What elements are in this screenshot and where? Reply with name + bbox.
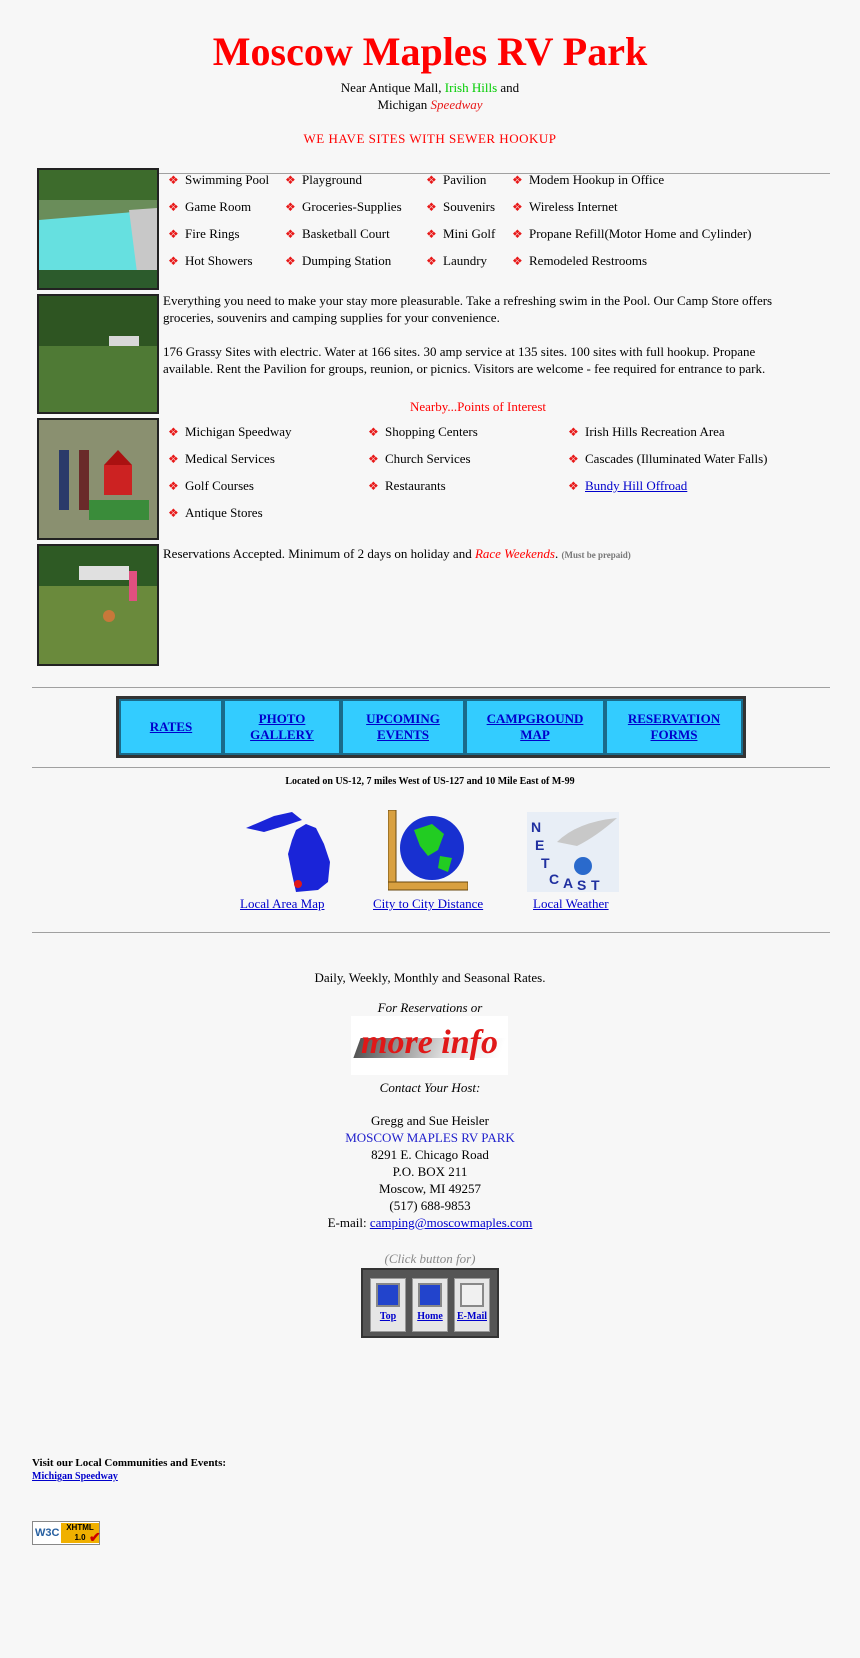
nearby-label: Restaurants (385, 478, 446, 493)
netcast-letter-n: N (531, 819, 542, 835)
tagline-and: and (497, 80, 520, 95)
visit-text: Visit our Local Communities and Events: (32, 1457, 227, 1469)
tagline-line-1 (0, 80, 860, 96)
netcast-letter-t: T (541, 855, 550, 871)
amenity-item (168, 226, 240, 242)
nav-label: GALLERY (250, 727, 314, 742)
nearby-item (168, 451, 275, 467)
bullet-icon: ❖ (568, 478, 579, 493)
bundy-hill-link[interactable]: Bundy Hill Offroad (585, 478, 688, 493)
globe-ruler-icon[interactable] (388, 810, 468, 892)
amenity-item (285, 199, 402, 215)
nearby-item (368, 424, 478, 440)
nearby-item (568, 451, 767, 467)
amenity-label: Propane Refill(Motor Home and Cylinder) (529, 226, 752, 241)
bullet-icon: ❖ (512, 199, 523, 214)
po-box: P.O. BOX 211 (392, 1164, 468, 1179)
reservation-notice (163, 545, 631, 564)
divider (32, 932, 830, 933)
city-distance-link[interactable]: City to City Distance (373, 896, 484, 911)
bullet-icon: ❖ (168, 451, 179, 466)
bullet-icon: ❖ (168, 172, 179, 187)
top-icon (376, 1283, 400, 1307)
email-label: E-mail: (327, 1215, 370, 1230)
nearby-label: Golf Courses (185, 478, 254, 493)
bullet-icon: ❖ (285, 199, 296, 214)
page-title: Moscow Maples RV Park (212, 29, 648, 74)
bullet-icon: ❖ (168, 478, 179, 493)
for-reservations-text: For Reservations or (377, 1000, 483, 1015)
rates-text: Daily, Weekly, Monthly and Seasonal Rates. (314, 970, 546, 985)
nearby-item (568, 478, 687, 494)
upcoming-events-link[interactable] (366, 711, 440, 743)
nearby-heading: Nearby...Points of Interest (410, 399, 546, 414)
home-link[interactable]: Home (417, 1311, 443, 1322)
amenity-item (512, 199, 618, 215)
amenity-item (426, 253, 487, 269)
xhtml-version: 1.0 (74, 1533, 86, 1542)
amenity-label: Modem Hookup in Office (529, 172, 665, 187)
nav-reservation-forms[interactable] (605, 699, 743, 755)
michigan-map-icon[interactable] (244, 810, 340, 894)
nearby-label: Irish Hills Recreation Area (585, 424, 725, 439)
bullet-icon: ❖ (285, 172, 296, 187)
nearby-item (168, 478, 254, 494)
tagline-text: Near Antique Mall, (340, 80, 445, 95)
home-button[interactable] (412, 1278, 448, 1332)
amenity-label: Laundry (443, 253, 488, 268)
amenity-label: Hot Showers (185, 253, 253, 268)
checkmark-icon: ✔ (89, 1531, 101, 1546)
bullet-icon: ❖ (368, 451, 379, 466)
netcast-letter-e: E (535, 837, 545, 853)
nav-label: RESERVATION (627, 711, 721, 726)
local-weather-link[interactable]: Local Weather (533, 896, 609, 911)
bullet-icon: ❖ (285, 253, 296, 268)
amenity-label: Wireless Internet (529, 199, 618, 214)
bullet-icon: ❖ (168, 199, 179, 214)
irish-hills-text: Irish Hills (444, 80, 498, 95)
nav-label: PHOTO (258, 711, 306, 726)
amenity-item (512, 172, 664, 188)
prepaid-note: (Must be prepaid) (561, 550, 631, 560)
host-name: Gregg and Sue Heisler (370, 1113, 490, 1128)
bullet-icon: ❖ (426, 199, 437, 214)
email-line (0, 1214, 860, 1231)
amenity-item (168, 172, 269, 188)
amenity-label: Game Room (185, 199, 252, 214)
rates-link[interactable]: RATES (149, 719, 193, 734)
nav-upcoming-events[interactable] (341, 699, 465, 755)
bullet-icon: ❖ (285, 226, 296, 241)
amenity-item (285, 253, 391, 269)
more-info-button[interactable] (351, 1016, 508, 1075)
nearby-item (368, 451, 471, 467)
bullet-icon: ❖ (512, 172, 523, 187)
michigan-text: Michigan (377, 97, 431, 112)
street-address: 8291 E. Chicago Road (371, 1147, 489, 1162)
amenity-label: Basketball Court (302, 226, 390, 241)
amenity-label: Souvenirs (443, 199, 495, 214)
city-state-zip: Moscow, MI 49257 (378, 1181, 482, 1196)
bullet-icon: ❖ (168, 253, 179, 268)
amenity-label: Mini Golf (443, 226, 496, 241)
xhtml-text: XHTML (66, 1523, 94, 1532)
nav-table (116, 696, 746, 758)
bullet-icon: ❖ (568, 424, 579, 439)
nearby-label: Michigan Speedway (185, 424, 292, 439)
tagline-line-2 (0, 97, 860, 113)
click-button-label: (Click button for) (384, 1251, 476, 1266)
bullet-icon: ❖ (368, 424, 379, 439)
amenity-label: Playground (302, 172, 362, 187)
bullet-icon: ❖ (512, 253, 523, 268)
amenity-item (426, 199, 495, 215)
nav-label: CAMPGROUND (486, 711, 584, 726)
amenity-label: Groceries-Supplies (302, 199, 402, 214)
nearby-item (168, 424, 292, 440)
phone-number: (517) 688-9853 (389, 1198, 471, 1213)
park-name: MOSCOW MAPLES RV PARK (345, 1130, 515, 1145)
bullet-icon: ❖ (168, 505, 179, 520)
contact-host-label: Contact Your Host: (379, 1080, 481, 1095)
reservation-forms-link[interactable] (628, 711, 720, 743)
amenity-label: Remodeled Restrooms (529, 253, 648, 268)
bullet-icon: ❖ (426, 226, 437, 241)
nearby-item (168, 505, 263, 521)
nearby-item (368, 478, 446, 494)
bullet-icon: ❖ (168, 226, 179, 241)
description-paragraph-1: Everything you need to make your stay more pleasurable. Take a refreshing swim in the Pool. Our Camp Store offers groceries, souvenirs and camping supplies for your convenience. (163, 293, 773, 325)
nav-label: EVENTS (376, 727, 429, 742)
photo-gallery-link[interactable] (250, 711, 314, 743)
w3c-logo: W3C (35, 1527, 60, 1539)
more-info-label: more info (361, 1024, 498, 1061)
pool-photo (37, 168, 159, 290)
race-weekends-text: Race Weekends (474, 546, 555, 561)
netcast-letter-c: C (549, 871, 560, 887)
sewer-notice: WE HAVE SITES WITH SEWER HOOKUP (303, 131, 557, 146)
amenity-item (285, 226, 390, 242)
local-area-map-link[interactable]: Local Area Map (240, 896, 325, 911)
bullet-icon: ❖ (426, 253, 437, 268)
nearby-label: Medical Services (185, 451, 275, 466)
netcast-letter-t2: T (591, 877, 600, 892)
campground-map-link[interactable] (487, 711, 584, 743)
nav-label: FORMS (650, 727, 698, 742)
bullet-icon: ❖ (568, 451, 579, 466)
nearby-label: Cascades (Illuminated Water Falls) (585, 451, 768, 466)
w3c-xhtml-badge[interactable] (32, 1521, 100, 1545)
nav-campground-map[interactable] (465, 699, 605, 755)
michigan-speedway-link[interactable]: Michigan Speedway (32, 1471, 118, 1482)
home-icon (418, 1283, 442, 1307)
bullet-icon: ❖ (512, 226, 523, 241)
reservation-text: Reservations Accepted. Minimum of 2 days on holiday and (163, 546, 475, 561)
amenity-label: Fire Rings (185, 226, 240, 241)
description-paragraph-2: 176 Grassy Sites with electric. Water at 166 sites. 30 amp service at 135 sites. 100 sites with full hookup. Propane available. Rent the Pavilion for groups, reunion, or picnics. Visitors are welcome - fee required for entrance to park. (163, 344, 766, 376)
top-link[interactable]: Top (379, 1311, 397, 1322)
nav-label: MAP (520, 727, 550, 742)
email-button[interactable] (454, 1278, 490, 1332)
campsite-photo (37, 294, 159, 414)
email-link[interactable]: camping@moscowmaples.com (369, 1215, 533, 1230)
amenity-item (426, 172, 486, 188)
nav-label: UPCOMING (366, 711, 440, 726)
amenity-item (512, 253, 647, 269)
nearby-label: Antique Stores (185, 505, 263, 520)
amenity-label: Swimming Pool (185, 172, 270, 187)
bullet-icon: ❖ (168, 424, 179, 439)
bullet-icon: ❖ (368, 478, 379, 493)
location-text: Located on US-12, 7 miles West of US-127 and 10 Mile East of M-99 (285, 776, 575, 787)
amenity-label: Dumping Station (302, 253, 392, 268)
reservation-dot: . (554, 546, 559, 561)
dog-walk-photo (37, 544, 159, 666)
bullet-icon: ❖ (426, 172, 437, 187)
divider (32, 687, 830, 688)
amenity-item (512, 226, 751, 242)
amenity-item (285, 172, 362, 188)
nav-photo-gallery[interactable] (223, 699, 341, 755)
nearby-label: Shopping Centers (385, 424, 478, 439)
divider (32, 767, 830, 768)
speedway-text: Speedway (430, 97, 483, 112)
netcast-letter-a: A (563, 875, 574, 891)
amenity-item (168, 199, 251, 215)
nearby-item (568, 424, 725, 440)
nav-rates[interactable] (119, 699, 223, 755)
email-button-link[interactable]: E-Mail (457, 1311, 487, 1322)
amenity-item (168, 253, 253, 269)
amenity-item (426, 226, 495, 242)
nearby-label: Church Services (385, 451, 471, 466)
netcast-icon[interactable] (527, 812, 619, 892)
mini-golf-photo (37, 418, 159, 540)
netcast-letter-s: S (577, 877, 587, 892)
amenity-label: Pavilion (443, 172, 487, 187)
envelope-icon (460, 1283, 484, 1307)
button-bar (361, 1268, 499, 1338)
top-button[interactable] (370, 1278, 406, 1332)
